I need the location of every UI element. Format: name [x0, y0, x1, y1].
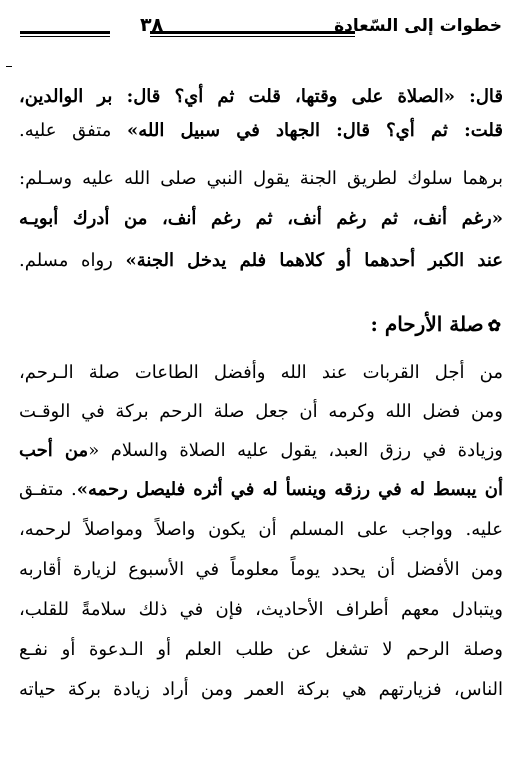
plain-text: ويتبادل معهم أطراف الأحاديث، فإن في ذلك سلامةً للقلب،: [19, 599, 503, 620]
plain-text: ومن فضل الله وكرمه أن جعل صلة الرحم بركة في الوقـت: [19, 401, 503, 422]
plain-text: . متفـق: [19, 479, 77, 500]
plain-text: متفق عليه.: [19, 120, 127, 141]
bold-text: أن يبسط له في رزقه وينسأ له في أثره فليصل رحمه»: [76, 479, 503, 500]
plain-text: وزيادة في رزق العبد، يقول عليه الصلاة والسلام «: [88, 440, 503, 461]
text-line: [19, 88, 503, 106]
plain-text: ومن الأفضل أن يحدد يوماً معلوماً في الأسبوع لزيارة أقاربه: [19, 559, 503, 580]
plain-text: من أجل القربات عند الله وأفضل الطاعات صلة الـرحم،: [19, 362, 503, 383]
text-line: [19, 641, 503, 659]
bold-text: «رغم أنف، ثم رغم أنف، ثم رغم أنف، من أدرك أبويـه: [19, 208, 503, 229]
text-line: [19, 481, 503, 499]
text-line: [19, 403, 503, 421]
text-line: [19, 601, 503, 619]
bold-text: من أحب: [19, 440, 89, 461]
running-header: [22, 14, 502, 44]
margin-mark: [6, 66, 12, 67]
page-number: ٣٨: [140, 14, 164, 36]
plain-text: عليه. وواجب على المسلم أن يكون واصلاً ومواصلاً لرحمه،: [19, 519, 503, 540]
plain-text: برهما سلوك لطريق الجنة يقول النبي صلى الله عليه وسـلم:: [19, 168, 503, 189]
text-line: [19, 122, 503, 140]
bold-text: قلت: ثم أي؟ قال: الجهاد في سبيل الله»: [126, 120, 503, 141]
text-line: [19, 521, 503, 539]
text-line: [19, 364, 503, 382]
text-line: [19, 681, 503, 699]
plain-text: رواه مسلم.: [19, 250, 126, 271]
header-rule-left: [20, 31, 110, 37]
section-heading: [370, 312, 501, 336]
section-heading-text: صلة الأرحام :: [370, 312, 484, 336]
text-line: [19, 442, 503, 460]
text-line: [19, 561, 503, 579]
text-line: [19, 252, 503, 270]
header-rule-middle: [150, 31, 355, 37]
text-line: [19, 210, 503, 228]
bold-text: قال: «الصلاة على وقتها، قلت ثم أي؟ قال: بر الوالدين،: [19, 86, 503, 107]
bold-text: عند الكبر أحدهما أو كلاهما فلم يدخل الجنة»: [125, 250, 503, 271]
plain-text: الناس، فزيارتهم هي بركة العمر ومن أراد زيادة بركة حياته: [19, 679, 503, 700]
text-line: [19, 170, 503, 188]
book-title: خطوات إلى السّعادة: [334, 16, 502, 36]
flower-icon: ✿: [487, 316, 501, 335]
plain-text: وصلة الرحم لا تشغل عن طلب العلم أو الـدعوة أو نفـع: [19, 639, 503, 660]
